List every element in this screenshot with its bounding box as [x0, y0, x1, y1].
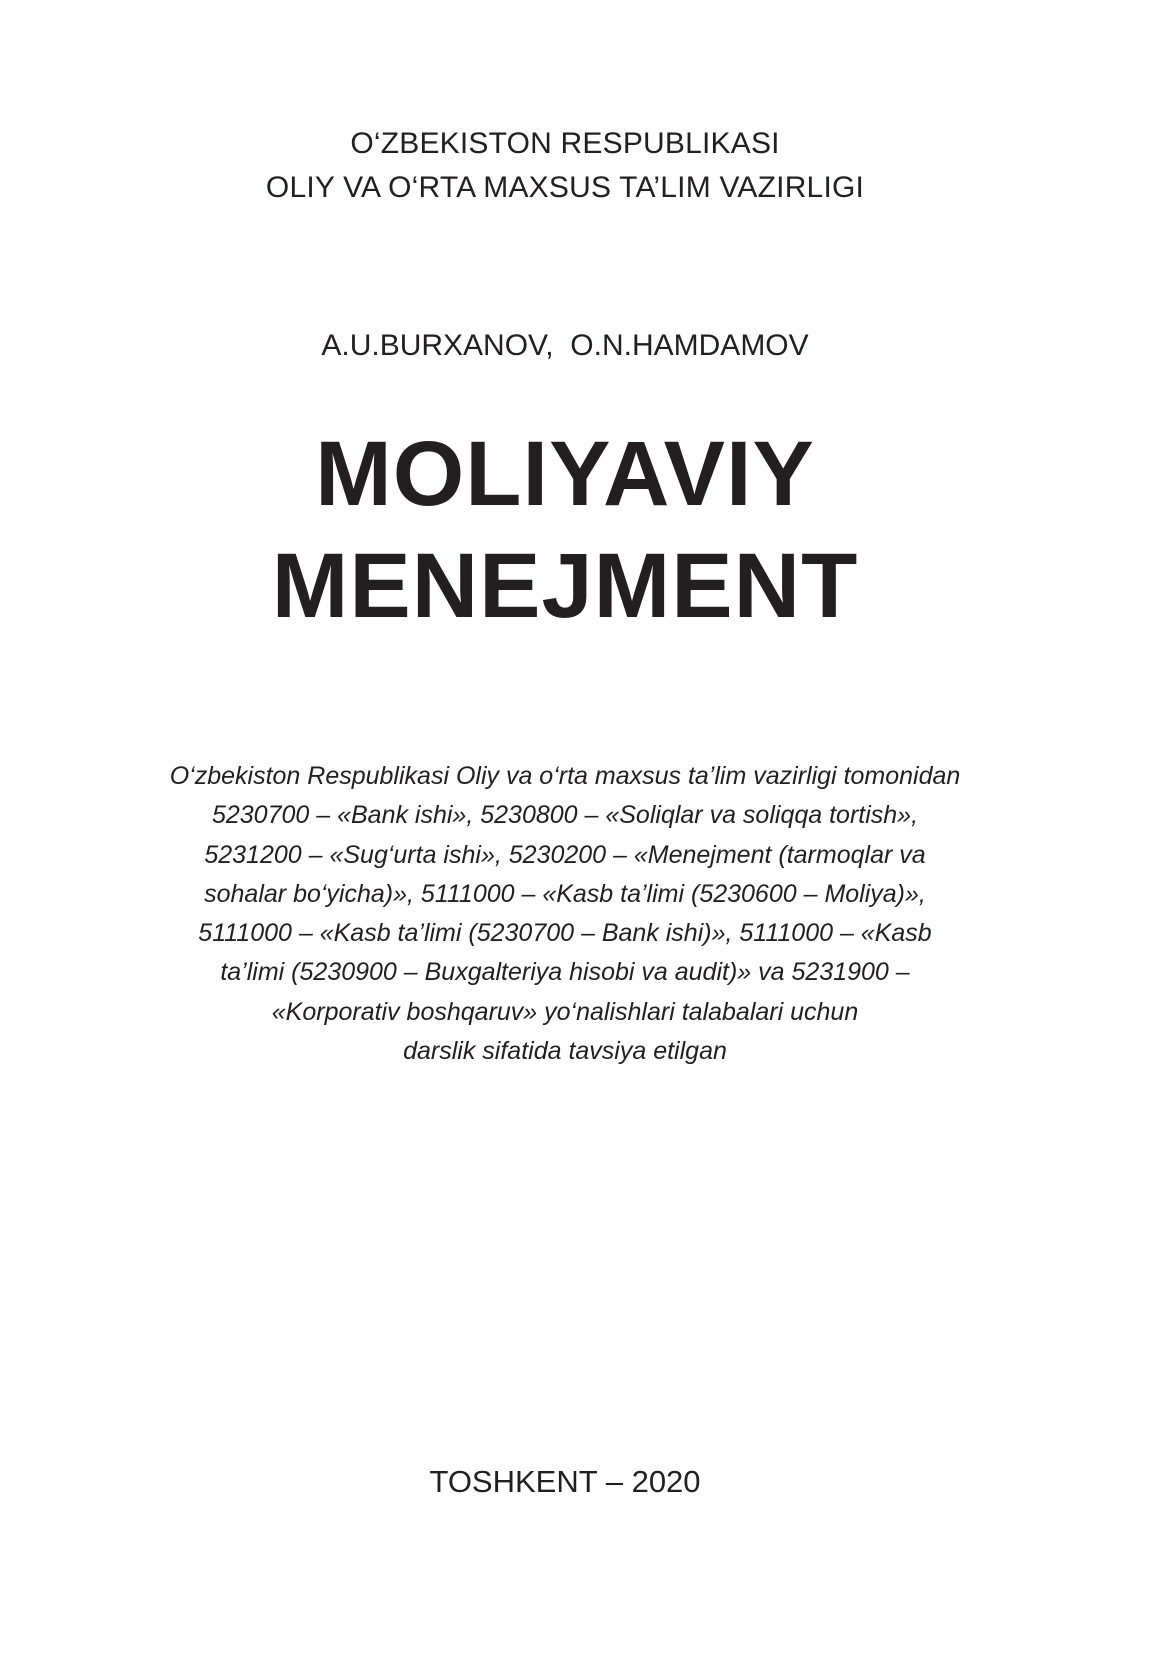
book-title: [0, 418, 1130, 642]
ministry-line-2: OLIY VA O‘RTA MAXSUS TA’LIM VAZIRLIGI: [265, 171, 865, 204]
book-title-line-2: MENEJMENT: [271, 535, 859, 637]
approval-statement: [0, 757, 1130, 1071]
approval-line: 5231200 – «Sug‘urta ishi», 5230200 – «Menejment (tarmoqlar va: [204, 840, 926, 869]
approval-line: 5230700 – «Bank ishi», 5230800 – «Soliqlar va soliqqa tortish»,: [211, 801, 919, 830]
ministry-heading: [0, 122, 1130, 210]
approval-line: ta’limi (5230900 – Buxgalteriya hisobi va audit)» va 5231900 –: [220, 958, 910, 987]
city-year: TOSHKENT – 2020: [429, 1464, 701, 1499]
approval-line: sohalar bo‘yicha)», 5111000 – «Kasb ta’limi (5230600 – Moliya)»,: [204, 879, 926, 908]
book-title-line-1: MOLIYAVIY: [315, 423, 815, 525]
approval-line: «Korporativ boshqaruv» yo‘nalishlari talabalari uchun: [271, 997, 859, 1026]
approval-line: 5111000 – «Kasb ta’limi (5230700 – Bank ishi)», 5111000 – «Kasb: [198, 919, 932, 948]
approval-line: O‘zbekiston Respublikasi Oliy va o‘rta maxsus ta’lim vazirligi tomonidan: [169, 762, 961, 790]
authors: A.U.BURXANOV, O.N.HAMDAMOV: [321, 329, 809, 362]
ministry-line-1: O‘ZBEKISTON RESPUBLIKASI: [350, 127, 780, 160]
approval-line: darslik sifatida tavsiya etilgan: [403, 1037, 727, 1066]
